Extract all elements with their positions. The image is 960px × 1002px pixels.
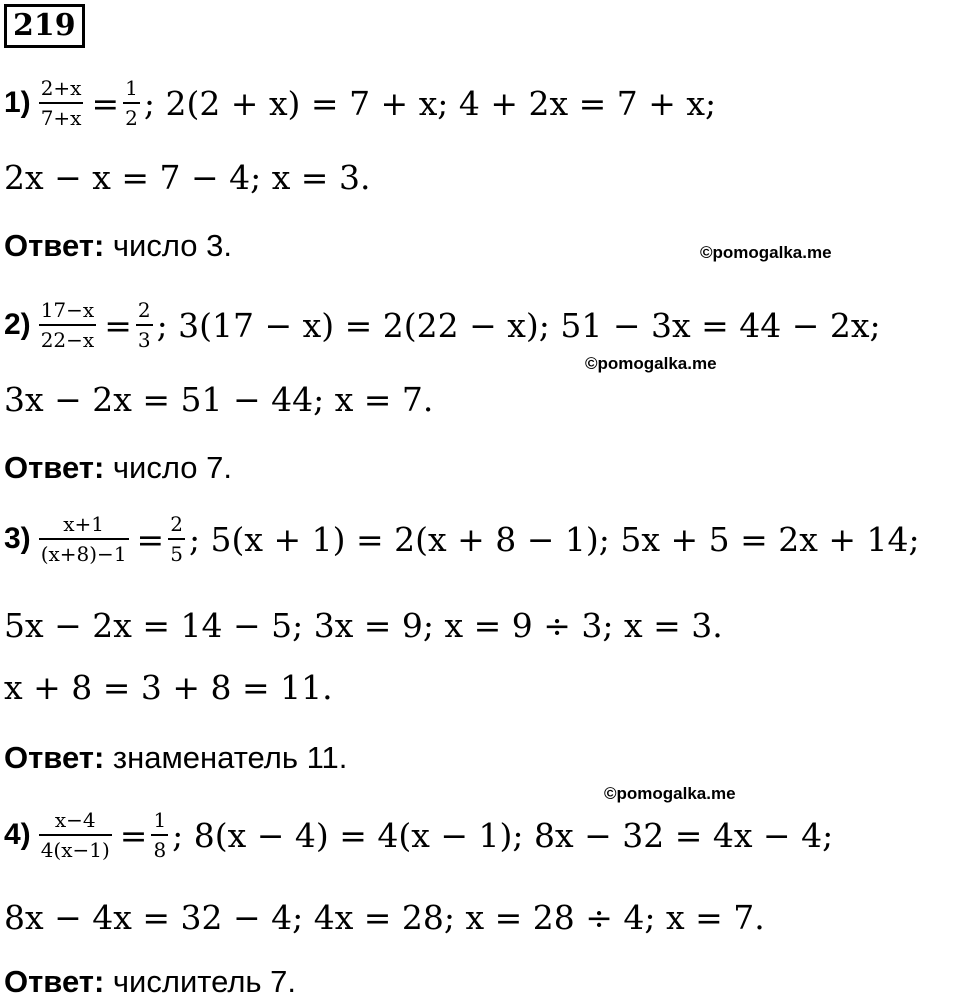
problem-3-equation-rest: ; 5(x + 1) = 2(x + 8 − 1); 5x + 5 = 2x + 14; — [188, 519, 920, 559]
fraction-denominator: 7+x — [39, 102, 84, 130]
problem-3-answer — [4, 740, 347, 776]
problem-2-fraction — [39, 298, 97, 352]
watermark: ©pomogalka.me — [604, 784, 736, 803]
equals-sign: = — [104, 305, 132, 345]
answer-label: Ответ: — [4, 228, 105, 263]
answer-label: Ответ: — [4, 740, 105, 775]
problem-3-label: 3) — [4, 522, 31, 555]
problem-4-line-1 — [4, 808, 833, 862]
problem-1-rhs-fraction — [123, 76, 140, 130]
problem-2-rhs-fraction — [136, 298, 153, 352]
problem-2-line-1 — [4, 298, 881, 352]
fraction-denominator: 2 — [123, 102, 140, 130]
problem-4-answer — [4, 964, 296, 1000]
fraction-numerator: 17−x — [40, 298, 95, 322]
fraction-numerator: 2 — [137, 298, 151, 322]
fraction-numerator: 2+x — [40, 76, 82, 100]
watermark: ©pomogalka.me — [585, 354, 717, 373]
problem-4-rhs-fraction — [151, 808, 168, 862]
fraction-denominator: 5 — [168, 538, 185, 566]
problem-3-line-1 — [4, 512, 920, 566]
answer-text: число 3. — [104, 228, 233, 263]
fraction-denominator: 22−x — [39, 324, 97, 352]
problem-1-line-1 — [4, 76, 716, 130]
problem-3-line-3: x + 8 = 3 + 8 = 11. — [4, 668, 333, 707]
problem-1-line-2: 2x − x = 7 − 4; x = 3. — [4, 158, 371, 197]
problem-2-label: 2) — [4, 308, 31, 341]
fraction-denominator: 4(x−1) — [39, 834, 112, 862]
fraction-numerator: x+1 — [63, 512, 104, 536]
problem-4-fraction — [39, 808, 112, 862]
problem-1-equation-rest: ; 2(2 + x) = 7 + x; 4 + 2x = 7 + x; — [143, 83, 717, 123]
problem-4-line-2: 8x − 4x = 32 − 4; 4x = 28; x = 28 ÷ 4; x = 7. — [4, 898, 765, 937]
answer-text: знаменатель 11. — [104, 740, 348, 775]
problem-3-fraction — [39, 512, 129, 566]
fraction-denominator: 3 — [136, 324, 153, 352]
answer-text: числитель 7. — [104, 964, 297, 999]
watermark: ©pomogalka.me — [700, 243, 832, 262]
problem-1-label: 1) — [4, 86, 31, 119]
answer-text: число 7. — [104, 450, 233, 485]
fraction-denominator: 8 — [151, 834, 168, 862]
answer-label: Ответ: — [4, 964, 105, 999]
problem-number: 219 — [4, 4, 85, 48]
problem-1-answer — [4, 228, 232, 264]
problem-3-line-2: 5x − 2x = 14 − 5; 3x = 9; x = 9 ÷ 3; x = 3. — [4, 606, 723, 645]
problem-4-equation-rest: ; 8(x − 4) = 4(x − 1); 8x − 32 = 4x − 4; — [172, 815, 834, 855]
equals-sign: = — [119, 815, 148, 855]
answer-label: Ответ: — [4, 450, 105, 485]
problem-2-answer — [4, 450, 232, 486]
fraction-numerator: 1 — [125, 76, 138, 100]
problem-2-line-2: 3x − 2x = 51 − 44; x = 7. — [4, 380, 434, 419]
equals-sign: = — [136, 519, 165, 559]
problem-2-equation-rest: ; 3(17 − x) = 2(22 − x); 51 − 3x = 44 − 2x; — [156, 305, 881, 345]
fraction-denominator: (x+8)−1 — [39, 538, 129, 566]
fraction-numerator: 2 — [170, 512, 183, 536]
problem-1-fraction — [39, 76, 84, 130]
problem-3-rhs-fraction — [168, 512, 185, 566]
fraction-numerator: x−4 — [54, 808, 96, 832]
problem-4-label: 4) — [4, 818, 31, 851]
fraction-numerator: 1 — [153, 808, 167, 832]
equals-sign: = — [91, 83, 120, 123]
